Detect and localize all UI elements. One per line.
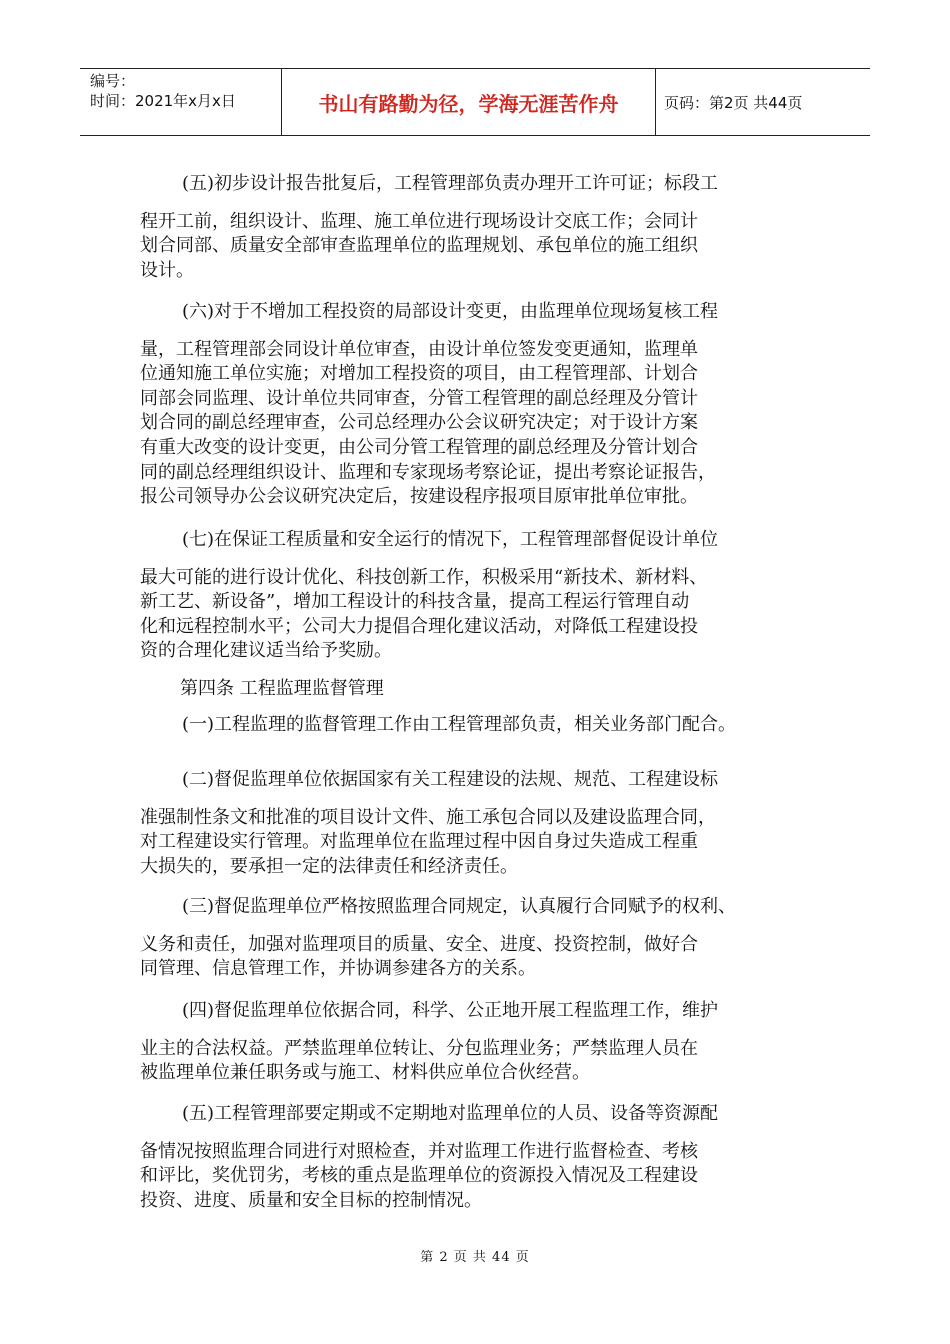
document-time: 时间：2021年x月x日: [90, 92, 236, 110]
page-header: [80, 68, 870, 136]
header-meta: [80, 69, 282, 135]
document-number-label: 编号：: [90, 72, 136, 90]
article-heading: 第四条 工程监理监督管理: [180, 678, 384, 699]
paragraph: (六)对于不增加工程投资的局部设计变更，由监理单位现场复核工程 量，工程管理部会同设计单位审查，由设计单位签发变更通知，监理单 位通知施工单位实施；对增加工程投资的项目，由工程管理部、计划合 同部会同监理、设计单位共同审查，分管工程管理的副总经理及分管计 划合同的副总经理审查，公司总经理办公会议研究决定；对于设计方案 有重大改变的设计变更，由公司分管工程管理的副总经理及分管计划合 同的副总经理组织设计、监理和专家现场考察论证，提出考察论证报告， 报公司领导办公会议研究决定后，按建设程序报项目原审批单位审批。: [140, 301, 719, 508]
header-motto: 书山有路勤为径，学海无涯苦作舟: [282, 69, 656, 135]
paragraph: (五)工程管理部要定期或不定期地对监理单位的人员、设备等资源配 备情况按照监理合同进行对照检查，并对监理工作进行监督检查、考核 和评比，奖优罚劣，考核的重点是监理单位的资源投入情况及工程建设 投资、进度、质量和安全目标的控制情况。: [140, 1103, 719, 1211]
header-page-info: 页码：第2页 共44页: [664, 93, 803, 112]
page-footer: 第 2 页 共 44 页: [420, 1250, 530, 1265]
paragraph: (一)工程监理的监督管理工作由工程管理部负责，相关业务部门配合。: [182, 714, 737, 735]
paragraph: (七)在保证工程质量和安全运行的情况下，工程管理部督促设计单位 最大可能的进行设计优化、科技创新工作，积极采用“新技术、新材料、 新工艺、新设备”，增加工程设计的科技含量，提高工程运行管理自动 化和远程控制水平；公司大力提倡合理化建议活动，对降低工程建设投 资的合理化建议适当给予奖励。: [140, 529, 719, 662]
paragraph: (五)初步设计报告批复后，工程管理部负责办理开工许可证；标段工 程开工前，组织设计、监理、施工单位进行现场设计交底工作；会同计 划合同部、质量安全部审查监理单位的监理规划、承包单位的施工组织 设计。: [140, 173, 719, 281]
paragraph: (二)督促监理单位依据国家有关工程建设的法规、规范、工程建设标 准强制性条文和批准的项目设计文件、施工承包合同以及建设监理合同， 对工程建设实行管理。对监理单位在监理过程中因自身过失造成工程重 大损失的，要承担一定的法律责任和经济责任。: [140, 769, 719, 877]
paragraph: (三)督促监理单位严格按照监理合同规定，认真履行合同赋予的权利、 义务和责任，加强对监理项目的质量、安全、进度、投资控制，做好合 同管理、信息管理工作，并协调参建各方的关系。: [140, 896, 737, 980]
paragraph: (四)督促监理单位依据合同，科学、公正地开展工程监理工作，维护 业主的合法权益。严禁监理单位转让、分包监理业务；严禁监理人员在 被监理单位兼任职务或与施工、材料供应单位合伙经营。: [140, 1000, 719, 1084]
